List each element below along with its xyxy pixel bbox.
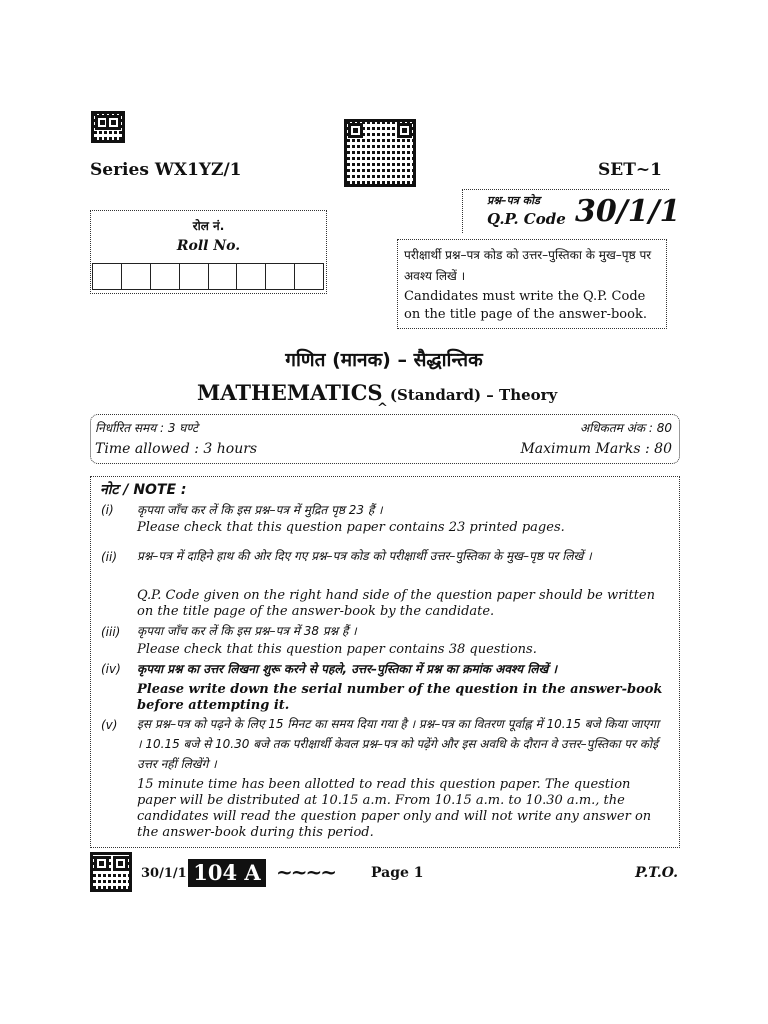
qr-code-small-icon bbox=[91, 111, 125, 143]
note-hindi: कृपया जाँच कर लें कि इस प्रश्न–पत्र में 38 प्रश्न हैं । bbox=[137, 624, 357, 638]
qr-code-main-icon bbox=[344, 119, 416, 187]
note-english: 15 minute time has been allotted to read this question paper. The question paper will be distributed at 10.15 a.m. From 10.15 a.m. to 10.30 a.m., the candidates will read the question paper only and will not write any answer on the answer-book during this period. bbox=[137, 777, 652, 840]
note-number: (iii) bbox=[101, 625, 121, 639]
max-marks: Maximum Marks : 80 bbox=[520, 441, 672, 457]
note-english: Please check that this question paper contains 38 questions. bbox=[137, 642, 537, 657]
qp-label-hindi: प्रश्न–पत्र कोड bbox=[487, 194, 540, 207]
footer-qp-code: 30/1/1 bbox=[141, 866, 187, 881]
footer-wave: ~~~~ bbox=[276, 860, 336, 884]
caret-mark: ^ bbox=[377, 401, 388, 416]
roll-label-hindi: रोल नं. bbox=[192, 219, 225, 233]
note-english: Please write down the serial number of the question in the answer-book before attempting it. bbox=[137, 682, 663, 713]
subject-title-hindi: गणित (मानक) – सैद्धान्तिक bbox=[285, 349, 483, 371]
time-allowed: Time allowed : 3 hours bbox=[95, 441, 258, 457]
note-number: (ii) bbox=[101, 550, 118, 564]
roll-cell[interactable] bbox=[294, 263, 324, 290]
roll-cell[interactable] bbox=[208, 263, 238, 290]
note-number: (v) bbox=[101, 718, 118, 732]
roll-cell[interactable] bbox=[236, 263, 266, 290]
max-marks-hindi: अधिकतम अंक : 80 bbox=[579, 421, 672, 435]
candidate-instruction-box bbox=[397, 239, 667, 329]
subject-sub: (Standard) – Theory bbox=[389, 386, 558, 404]
candidate-instruction-english: Candidates must write the Q.P. Code on the title page of the answer-book. bbox=[404, 289, 647, 322]
note-english: Please check that this question paper contains 23 printed pages. bbox=[137, 520, 565, 535]
qp-label: Q.P. Code bbox=[487, 210, 566, 228]
roll-cell[interactable] bbox=[265, 263, 295, 290]
note-english: Q.P. Code given on the right hand side of the question paper should be written on the title page of the answer-book by the candidate. bbox=[137, 588, 655, 619]
roll-cell[interactable] bbox=[179, 263, 209, 290]
roll-number-box bbox=[90, 210, 327, 294]
note-number: (i) bbox=[101, 503, 114, 517]
note-hindi: इस प्रश्न–पत्र को पढ़ने के लिए 15 मिनट का समय दिया गया है । प्रश्न–पत्र का वितरण पूर्वाह्न में 10.15 बजे किया जाएगा । 10.15 बजे से 10.30 बजे तक परीक्षार्थी केवल प्रश्न–पत्र को पढ़ेंगे और इस अवधि के दौरान वे उत्तर–पुस्तिका पर कोई उत्तर नहीं लिखेंगे । bbox=[137, 717, 659, 771]
note-hindi: प्रश्न–पत्र में दाहिने हाथ की ओर दिए गए प्रश्न–पत्र कोड को परीक्षार्थी उत्तर–पुस्तिका के मुख–पृष्ठ पर लिखें । bbox=[137, 549, 592, 563]
roll-cell[interactable] bbox=[92, 263, 122, 290]
candidate-instruction-hindi: परीक्षार्थी प्रश्न–पत्र कोड को उत्तर–पुस्तिका के मुख–पृष्ठ पर अवश्य लिखें । bbox=[404, 248, 652, 283]
roll-cell[interactable] bbox=[121, 263, 151, 290]
roll-cell[interactable] bbox=[150, 263, 180, 290]
roll-label: Roll No. bbox=[176, 238, 241, 254]
pto-label: P.T.O. bbox=[635, 865, 678, 881]
series-label: Series WX1YZ/1 bbox=[90, 160, 242, 180]
subject-main: MATHEMATICS bbox=[197, 380, 383, 405]
roll-number-cells bbox=[93, 263, 324, 290]
note-number: (iv) bbox=[101, 662, 121, 676]
time-allowed-hindi: निर्धारित समय : 3 घण्टे bbox=[95, 421, 199, 435]
set-label: SET~1 bbox=[598, 160, 662, 180]
note-hindi: कृपया जाँच कर लें कि इस प्रश्न–पत्र में मुद्रित पृष्ठ 23 हैं । bbox=[137, 503, 383, 517]
notes-title: नोट / NOTE : bbox=[100, 482, 187, 498]
note-hindi: कृपया प्रश्न का उत्तर लिखना शुरू करने से पहले, उत्तर–पुस्तिका में प्रश्न का क्रमांक अवश्य लिखें । bbox=[137, 662, 558, 676]
qr-code-footer-icon bbox=[90, 852, 132, 892]
footer-badge: 104 A bbox=[188, 859, 266, 887]
qp-code: 30/1/1 bbox=[575, 194, 681, 229]
page-number: Page 1 bbox=[371, 865, 424, 881]
